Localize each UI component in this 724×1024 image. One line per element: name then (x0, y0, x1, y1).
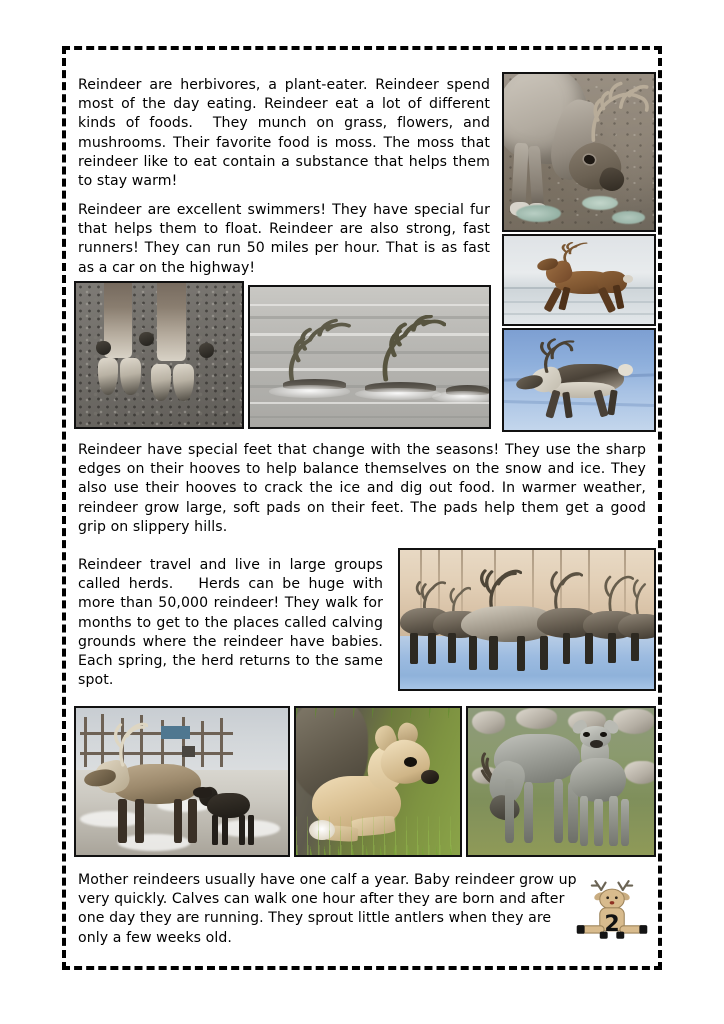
photo-mother-calf-scene (76, 708, 288, 855)
photo-herd-scene (400, 550, 654, 689)
paragraph-special-feet: Reindeer have special feet that change with the seasons! They use the sharp edges on their hooves to help balance themselves on the snow and ice. They also use their hooves to crack the ice and dig out food. In warmer weather, reindeer grow large, soft pads on their feet. The pads help them get a good grip on slippery hills. (78, 442, 651, 535)
antlers-icon (532, 569, 583, 613)
antlers-icon (579, 77, 651, 149)
photo-reindeer-herd (398, 548, 656, 691)
photo-grazing-pair (466, 706, 656, 857)
photo-running-scene (504, 236, 654, 324)
paragraph-herbivores: Reindeer are herbivores, a plant-eater. Reindeer spend most of the day eating. Reindeer eat a lot of different kinds of foods. They munch on grass, flowers, and mushrooms. Their favorite food is moss. The moss that reindeer like to eat contain a substance that helps them to stay warm! (78, 77, 495, 190)
photo-swimming-reindeer (248, 285, 491, 429)
antlers-icon (522, 338, 576, 374)
photo-running-reindeer (502, 234, 656, 326)
photo-reindeer-hooves (74, 281, 244, 429)
photo-grazing-scene (504, 74, 654, 230)
hoof-pair-right (151, 364, 194, 401)
photo-hooves-scene (76, 283, 242, 427)
paragraph-mother-calf: Mother reindeers usually have one calf a year. Baby reindeer grow up very quickly. Calves can walk one hour after they are born and after one day they are running. They sprout little antlers when they are only a few weeks old. (78, 872, 582, 946)
paragraph-herds: Reindeer travel and live in large groups called herds. Herds can be huge with more than 50,000 reindeer! They walk for months to get to the places called calving grounds where the reindeer have babies. Each spring, the herd returns to the same spot. (78, 557, 393, 689)
hoof-pair-left (98, 358, 141, 395)
photo-reindeer-blue-snow (502, 328, 656, 432)
photo-blue-snow-scene (504, 330, 654, 430)
photo-calf-grass-scene (296, 708, 460, 855)
photo-swimming-scene (250, 287, 489, 427)
page-number-reindeer-mascot (571, 874, 653, 946)
photo-mother-and-calf (74, 706, 290, 857)
photo-grazing-pair-scene (468, 708, 654, 855)
antlers-icon (543, 241, 588, 262)
antlers-icon (618, 575, 656, 614)
antlers-icon (93, 720, 148, 767)
antlers-icon (274, 318, 355, 382)
paragraph-swimmers: Reindeer are excellent swimmers! They have special fur that helps them to float. Reindeer are also strong, fast runners! They can run 50 miles per hour. That is as fast as a car on the highway! (78, 202, 495, 276)
photo-grazing-reindeer (502, 72, 656, 232)
antlers-icon (360, 315, 446, 382)
page-number: 2 (604, 911, 620, 937)
photo-calf-in-grass (294, 706, 462, 857)
